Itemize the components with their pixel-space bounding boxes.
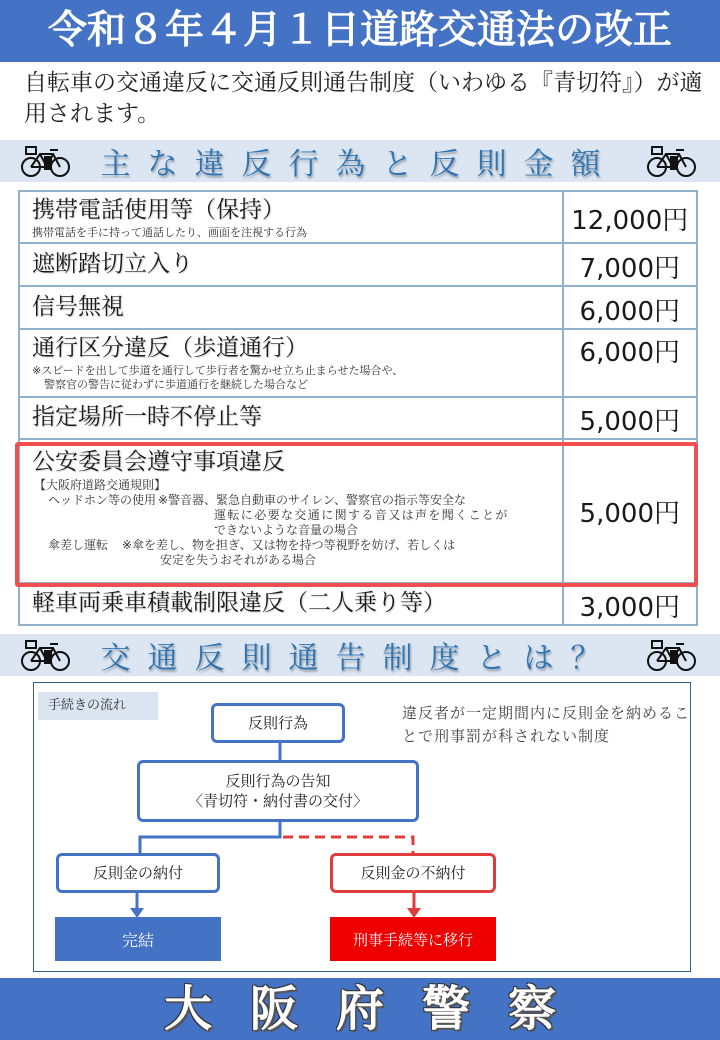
fine-amount: 3,000円	[563, 583, 697, 625]
sub-item-desc: 安定を失うおそれがある場合	[160, 553, 317, 567]
flow-node-unpaid: 反則金の不納付	[330, 853, 496, 893]
flow-result-criminal: 刑事手続等に移行	[330, 917, 496, 961]
intro-text: 自転車の交通違反に交通反則通告制度（いわゆる『青切符』）が適用されます。	[24, 70, 703, 127]
bicycle-icon	[646, 638, 698, 672]
sub-item-desc: 運転に必要な交通に関する音又は声を聞くことが	[214, 508, 509, 522]
table-row	[19, 243, 697, 286]
page-title: 令和８年４月１日道路交通法の改正	[0, 0, 720, 62]
offense-name: 軽車両乗車積載制限違反（二人乗り等）	[32, 590, 446, 616]
sub-item-desc: ※警音器、緊急自動車のサイレン、警察官の指示等安全な	[158, 493, 466, 507]
sub-item-term: ヘッドホン等の使用	[48, 493, 157, 507]
flow-node-paid: 反則金の納付	[56, 853, 220, 893]
table-row	[19, 583, 697, 625]
regulation-label: 【大阪府道路交通規則】	[34, 478, 167, 492]
bicycle-icon	[646, 144, 698, 178]
offense-name: 公安委員会遵守事項違反	[32, 449, 285, 475]
flow-node-notice-line2: 〈青切符・納付書の交付〉	[187, 792, 368, 810]
offense-name: 遮断踏切立入り	[32, 251, 193, 277]
offense-name: 信号無視	[32, 294, 124, 320]
section-title-fines: 主な違反行為と反則金額	[100, 147, 618, 182]
section-header-fines	[0, 140, 720, 182]
table-row	[19, 329, 697, 397]
flow-node-notice	[137, 760, 419, 822]
sub-item	[32, 493, 552, 508]
fine-amount: 6,000円	[563, 286, 697, 329]
flow-description: 違反者が一定期間内に反則金を納めることで刑事罰が科されない制度	[402, 704, 691, 745]
bicycle-icon	[20, 638, 72, 672]
fine-amount: 6,000円	[563, 329, 697, 397]
flow-result-complete: 完結	[55, 917, 221, 961]
fines-table	[18, 190, 698, 626]
offense-note: 警察官の警告に従わずに歩道通行を継続した場合など	[44, 378, 308, 391]
table-row	[19, 286, 697, 329]
bicycle-icon	[20, 144, 72, 178]
section-header-system	[0, 634, 720, 676]
fine-amount: 12,000円	[563, 191, 697, 243]
offense-name: 携帯電話使用等（保持）	[32, 197, 285, 223]
flow-node-violation: 反則行為	[211, 703, 345, 743]
table-row	[19, 191, 697, 243]
sub-item	[32, 538, 552, 553]
flow-node-notice-line1: 反則行為の告知	[225, 772, 331, 790]
section-title-system: 交通反則通告制度とは？	[100, 641, 618, 676]
table-row	[19, 397, 697, 439]
offense-note: 携帯電話を手に持って通話したり、画面を注視する行為	[32, 226, 307, 239]
sub-item-desc: ※傘を差し、物を担ぎ、又は物を持つ等視野を妨げ、若しくは	[122, 538, 456, 552]
offense-name: 通行区分違反（歩道通行）	[32, 335, 308, 361]
fine-amount: 5,000円	[563, 439, 697, 583]
fine-amount: 5,000円	[563, 397, 697, 439]
table-row-highlighted	[19, 439, 697, 583]
footer-organization: 大阪府警察	[0, 978, 720, 1040]
offense-note: ※スピードを出して歩道を通行して歩行者を驚かせ立ち止まらせた場合や、	[32, 364, 404, 377]
sub-item-term: 傘差し運転	[48, 538, 109, 552]
flow-tag-label: 手続きの流れ	[38, 692, 158, 720]
sub-item-desc: できないような音量の場合	[214, 523, 359, 537]
fine-amount: 7,000円	[563, 243, 697, 286]
offense-name: 指定場所一時不停止等	[32, 404, 262, 430]
